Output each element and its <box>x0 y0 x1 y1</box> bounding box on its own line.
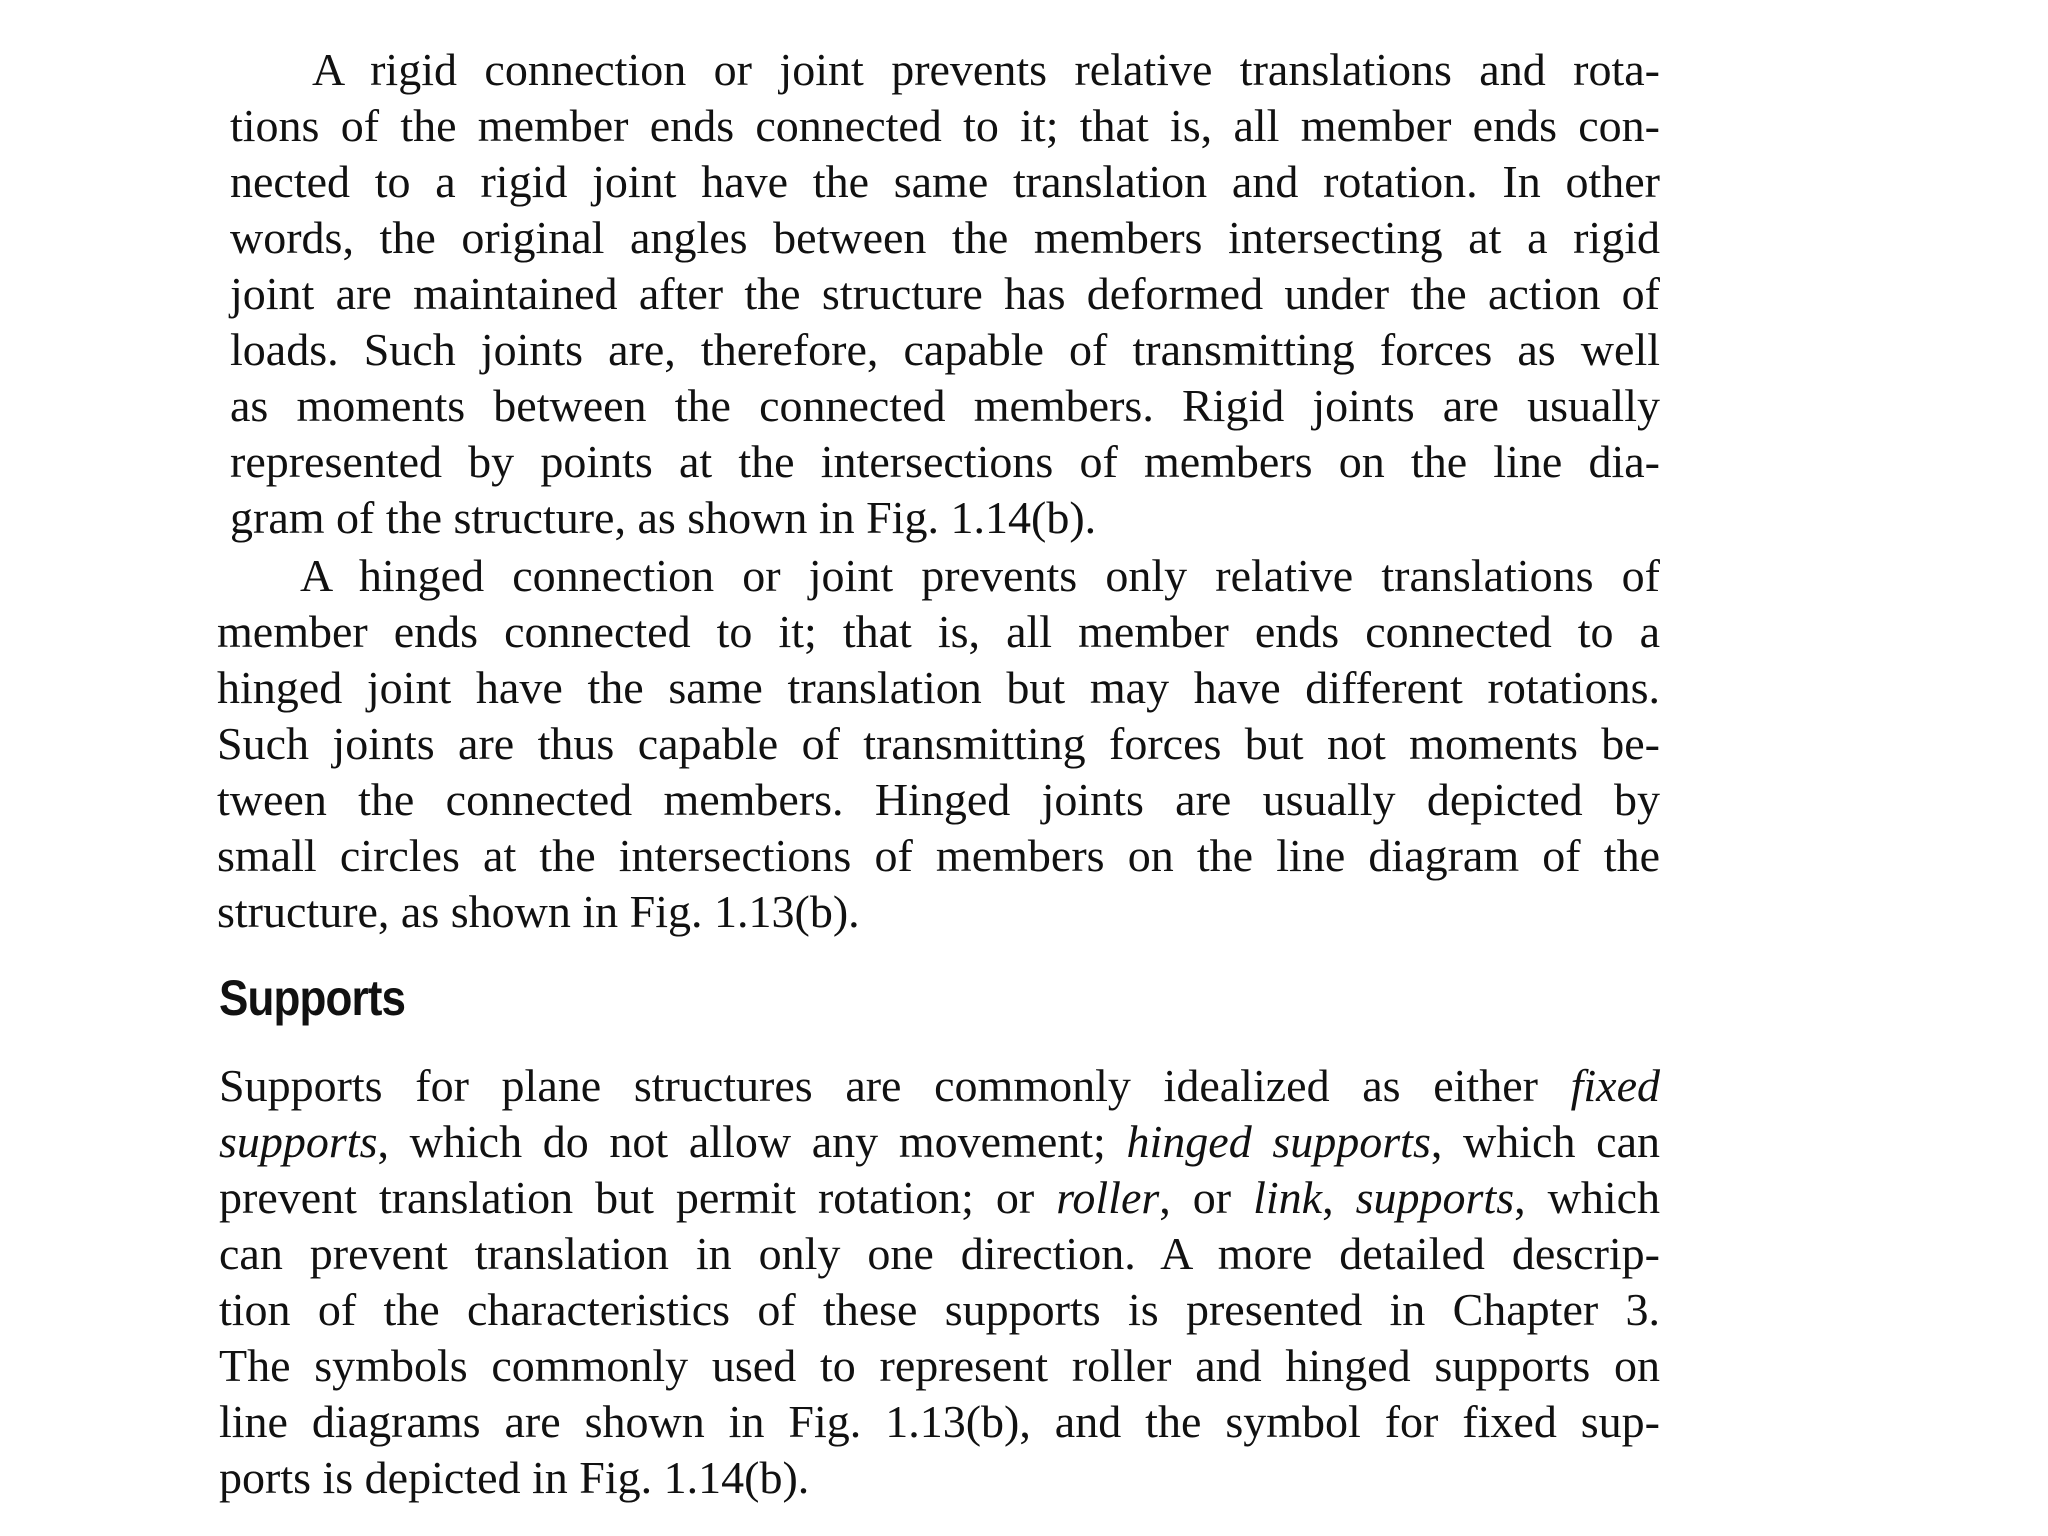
text-line: gram of the structure, as shown in Fig. 1.14(b). <box>230 492 1097 543</box>
text-line: Such joints are thus capable of transmitting forces but not moments be- <box>217 718 1660 769</box>
text-line: tween the connected members. Hinged joints are usually depicted by <box>217 774 1660 825</box>
text-line <box>219 1058 1660 1114</box>
italic-term-fixed: fixed <box>1570 1060 1660 1111</box>
text-line: structure, as shown in Fig. 1.13(b). <box>217 886 860 937</box>
text-line: tions of the member ends connected to it; that is, all member ends con- <box>230 100 1660 151</box>
text-line: A hinged connection or joint prevents only relative translations of <box>300 550 1660 601</box>
text-line: joint are maintained after the structure has deformed under the action of <box>230 268 1660 319</box>
italic-term-hinged-supports: hinged supports <box>1126 1116 1431 1167</box>
text-line: loads. Such joints are, therefore, capable of transmitting forces as well <box>230 324 1660 375</box>
text-run: Supports for plane structures are commonly idealized as either <box>219 1060 1571 1111</box>
italic-term-link: link <box>1253 1172 1323 1223</box>
text-run: , which do not allow any movement; <box>377 1116 1127 1167</box>
text-line: line diagrams are shown in Fig. 1.13(b), and the symbol for fixed sup- <box>219 1396 1660 1447</box>
text-line: hinged joint have the same translation but may have different rotations. <box>217 662 1660 713</box>
text-run: , which can <box>1430 1116 1660 1167</box>
text-run: , or <box>1159 1172 1254 1223</box>
italic-term-roller: roller <box>1056 1172 1160 1223</box>
text-line: represented by points at the intersections of members on the line dia- <box>230 436 1660 487</box>
text-run: , <box>1322 1172 1356 1223</box>
text-line: nected to a rigid joint have the same translation and rotation. In other <box>230 156 1660 207</box>
text-line <box>219 1114 1660 1170</box>
text-line: A rigid connection or joint prevents relative translations and rota- <box>312 44 1660 95</box>
italic-term-supports: supports <box>1355 1172 1515 1223</box>
text-line: member ends connected to it; that is, all member ends connected to a <box>217 606 1660 657</box>
text-line: as moments between the connected members. Rigid joints are usually <box>230 380 1660 431</box>
text-line: small circles at the intersections of members on the line diagram of the <box>217 830 1660 881</box>
text-line <box>219 1170 1660 1226</box>
text-line: ports is depicted in Fig. 1.14(b). <box>219 1452 810 1503</box>
text-line: The symbols commonly used to represent roller and hinged supports on <box>219 1340 1660 1391</box>
section-heading-supports: Supports <box>219 970 406 1026</box>
text-run: , which <box>1514 1172 1661 1223</box>
text-run: prevent translation but permit rotation; or <box>219 1172 1057 1223</box>
text-line: can prevent translation in only one direction. A more detailed descrip- <box>219 1228 1660 1279</box>
text-line: tion of the characteristics of these supports is presented in Chapter 3. <box>219 1284 1660 1335</box>
text-line: words, the original angles between the members intersecting at a rigid <box>230 212 1660 263</box>
italic-term-supports: supports <box>219 1116 378 1167</box>
